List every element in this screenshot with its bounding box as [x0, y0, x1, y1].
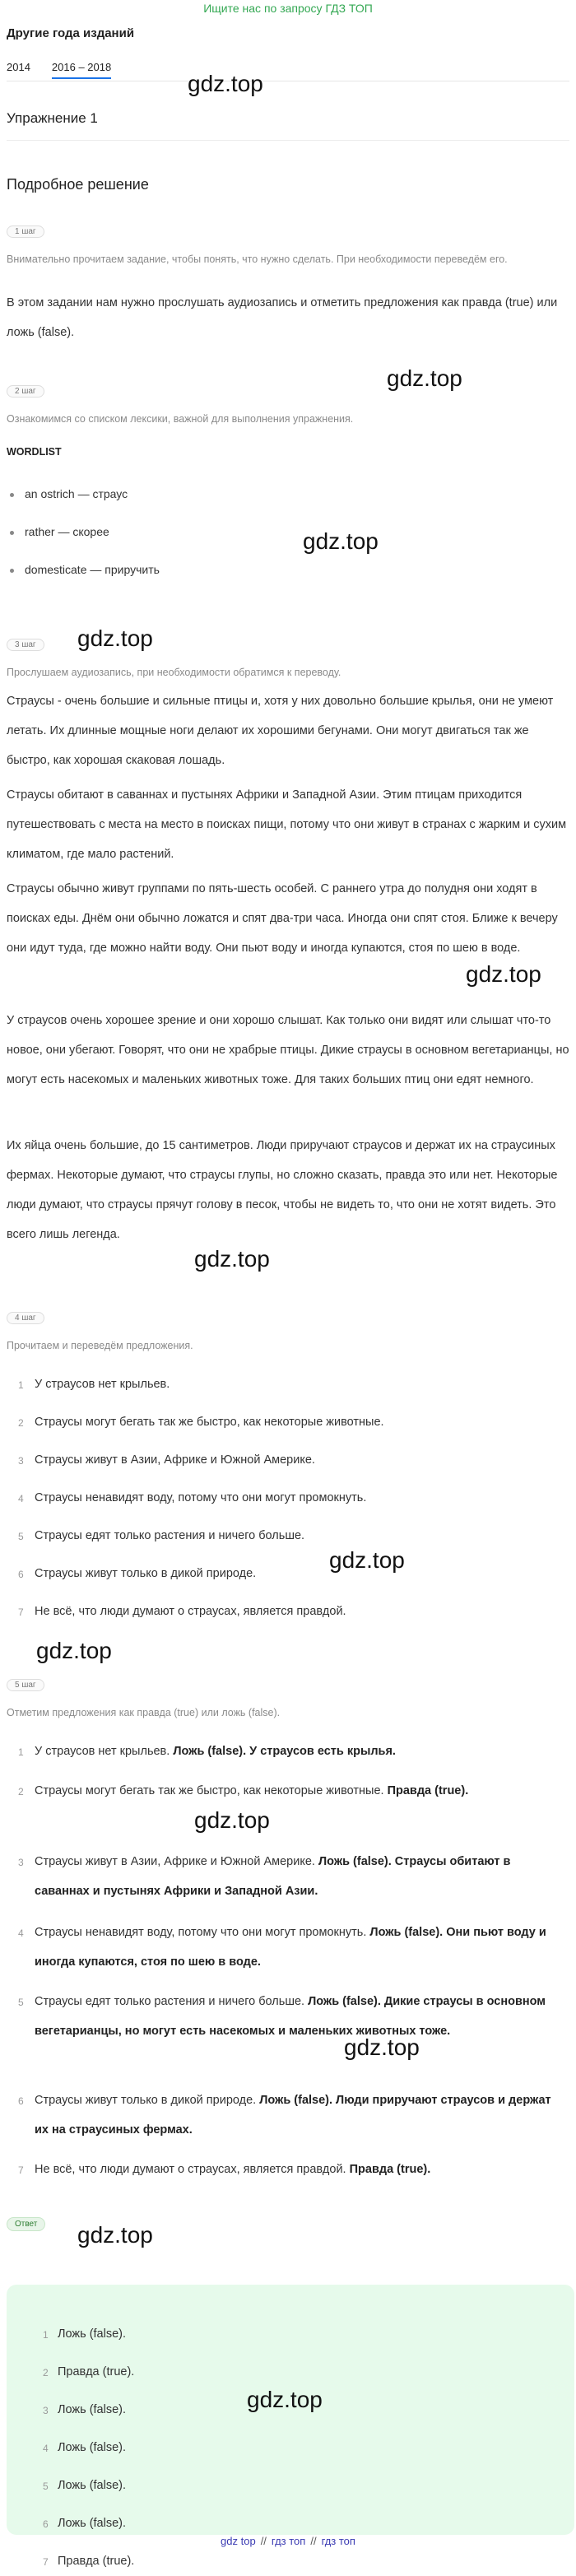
watermark: gdz.top [247, 2387, 323, 2412]
step-note: Прослушаем аудиозапись, при необходимости обратимся к переводу. [7, 667, 341, 678]
statement-text: Не всё, что люди думают о страусах, является правдой. [35, 2163, 350, 2176]
watermark: gdz.top [194, 1807, 270, 1833]
answer-item: Правда (true). [58, 2365, 135, 2378]
verdict-text: Правда (true). [387, 1784, 469, 1797]
list-item [35, 1737, 561, 1766]
step-badge: 3 шаг [7, 639, 44, 651]
watermark: gdz.top [36, 1638, 112, 1663]
verdict-text: Ложь (false). Страусы обитают в саваннах и пустынях Африки и Западной Азии. [35, 1855, 511, 1898]
watermark: gdz.top [466, 961, 541, 987]
step-note: Ознакомимся со списком лексики, важной для выполнения упражнения. [7, 413, 354, 425]
list-item [35, 1987, 561, 2046]
watermark: gdz.top [77, 2222, 153, 2248]
list-number: 1 [18, 1746, 24, 1758]
footer-link[interactable]: gdz top [221, 2535, 256, 2547]
watermark: gdz.top [77, 625, 153, 651]
footer-separator: // [310, 2535, 317, 2547]
step-note: Прочитаем и переведём предложения. [7, 1340, 193, 1351]
verdict-text: Ложь (false). Дикие страусы в основном вегетарианцы, но могут есть насекомых и маленьких животных тоже. [35, 1995, 546, 2038]
list-number: 6 [18, 1569, 24, 1580]
step-badge: 4 шаг [7, 1312, 44, 1324]
list-number: 3 [18, 1857, 24, 1868]
watermark: gdz.top [329, 1547, 405, 1573]
footer-link[interactable]: гдз топ [321, 2535, 355, 2547]
answer-item: Правда (true). [58, 2555, 135, 2568]
watermark: gdz.top [344, 2034, 420, 2060]
verdict-text: Ложь (false). У страусов есть крылья. [173, 1745, 396, 1758]
step-note: Отметим предложения как правда (true) или ложь (false). [7, 1707, 281, 1718]
statement-text: Страусы ненавидят воду, потому что они могут промокнуть. [35, 1926, 370, 1939]
watermark: gdz.top [387, 365, 462, 391]
list-number: 6 [43, 2518, 49, 2530]
transcript-paragraph: Их яйца очень большие, до 15 сантиметров. Люди приручают страусов и держат их на страусиных фермах. Некоторые думают, что страусы глупы, но сложно сказать, правда это или нет. Некоторые люди думают, что страусы прячут голову в песок, чтобы не видеть то, что они не хотят видеть. Это всего лишь легенда. [7, 1139, 558, 1241]
list-number: 3 [43, 2405, 49, 2416]
list-number: 6 [18, 2095, 24, 2107]
answer-item: Ложь (false). [58, 2327, 127, 2341]
wordlist-item: domesticate — приручить [25, 563, 160, 576]
list-number: 7 [43, 2556, 49, 2568]
list-item [35, 2085, 561, 2145]
statement-text: У страусов нет крыльев. [35, 1745, 174, 1758]
list-item: Страусы ненавидят воду, потому что они могут промокнуть. [35, 1491, 367, 1504]
search-banner-link[interactable]: Ищите нас по запросу ГДЗ ТОП [203, 2, 373, 15]
list-number: 4 [43, 2443, 49, 2454]
answer-item: Ложь (false). [58, 2479, 127, 2492]
editions-title: Другие года изданий [7, 26, 135, 40]
step-text: В этом задании нам нужно прослушать аудиозапись и отметить предложения как правда (true) или ложь (false). [7, 296, 558, 339]
footer-link[interactable]: гдз топ [271, 2535, 306, 2547]
list-number: 5 [43, 2481, 49, 2492]
transcript-paragraph: Страусы - очень большие и сильные птицы и, хотя у них довольно большие крылья, они не умеют летать. Их длинные мощные ноги делают их хорошими бегунами. Они могут двигаться так же быстро, как хорошая скаковая лошадь. [7, 695, 554, 767]
list-item [35, 1847, 561, 1906]
list-item: Страусы живут только в дикой природе. [35, 1567, 257, 1580]
solution-title: Подробное решение [7, 176, 149, 193]
list-item: Страусы живут в Азии, Африке и Южной Америке. [35, 1453, 315, 1467]
divider [7, 140, 569, 141]
list-item [35, 1918, 561, 1977]
answer-item: Ложь (false). [58, 2403, 127, 2416]
step-badge: 2 шаг [7, 385, 44, 398]
statement-text: Страусы могут бегать так же быстро, как некоторые животные. [35, 1784, 388, 1797]
statement-text: Страусы живут в Азии, Африке и Южной Америке. [35, 1855, 318, 1868]
transcript-paragraph: У страусов очень хорошее зрение и они хорошо слышат. Как только они видят или слышат что-то новое, они убегают. Говорят, что они не храбрые птицы. Дикие страусы в основном вегетарианцы, но могут есть насекомых и маленьких животных тоже. Для таких больших птиц они едят немного. [7, 1014, 569, 1086]
wordlist-item: an ostrich — страус [25, 487, 128, 500]
list-number: 3 [18, 1455, 24, 1467]
list-item: Страусы могут бегать так же быстро, как некоторые животные. [35, 1416, 384, 1429]
footer-separator: // [260, 2535, 267, 2547]
verdict-text: Ложь (false). Они пьют воду и иногда купаются, стоя по шею в воде. [35, 1926, 546, 1969]
statement-text: Страусы живут только в дикой природе. [35, 2094, 260, 2107]
list-number: 1 [18, 1379, 24, 1391]
answer-badge: Ответ [7, 2217, 45, 2231]
answer-item: Ложь (false). [58, 2441, 127, 2454]
year-tab-2016-2018[interactable]: 2016 – 2018 [52, 61, 111, 79]
list-number: 5 [18, 1997, 24, 2008]
list-number: 2 [43, 2367, 49, 2378]
list-number: 5 [18, 1531, 24, 1542]
list-number: 7 [18, 2164, 24, 2176]
statement-text: Страусы едят только растения и ничего больше. [35, 1995, 309, 2008]
footer-links [0, 2535, 576, 2547]
list-number: 2 [18, 1417, 24, 1429]
verdict-text: Правда (true). [349, 2163, 431, 2176]
year-tab-2014[interactable]: 2014 [7, 61, 30, 73]
wordlist-title: WORDLIST [7, 446, 62, 458]
list-number: 1 [43, 2329, 49, 2341]
exercise-title: Упражнение 1 [7, 110, 98, 126]
list-number: 4 [18, 1927, 24, 1939]
step-note: Внимательно прочитаем задание, чтобы понять, что нужно сделать. При необходимости переведём его. [7, 253, 508, 265]
transcript-paragraph: Страусы обитают в саваннах и пустынях Африки и Западной Азии. Этим птицам приходится путешествовать с места на место в поисках пищи, потому что они живут в странах с жарким и сухим климатом, где мало растений. [7, 788, 567, 861]
list-number: 4 [18, 1493, 24, 1504]
watermark: gdz.top [303, 528, 379, 554]
transcript-paragraph: Страусы обычно живут группами по пять-шесть особей. С раннего утра до полудня они ходят в поисках еды. Днём они обычно ложатся и спят два-три часа. Иногда они спят стоя. Ближе к вечеру они идут туда, где можно найти воду. Они пьют воду и иногда купаются, стоя по шею в воде. [7, 882, 558, 955]
wordlist-item: rather — скорее [25, 525, 109, 538]
step-badge: 5 шаг [7, 1679, 44, 1691]
list-item: У страусов нет крыльев. [35, 1378, 170, 1391]
list-item: Страусы едят только растения и ничего больше. [35, 1529, 305, 1542]
list-item [35, 2155, 561, 2184]
watermark: gdz.top [188, 71, 263, 96]
answer-item: Ложь (false). [58, 2517, 127, 2530]
editions-year-tabs [7, 61, 132, 79]
list-item [35, 1776, 561, 1806]
list-number: 7 [18, 1607, 24, 1618]
list-item: Не всё, что люди думают о страусах, является правдой. [35, 1605, 346, 1618]
step-badge: 1 шаг [7, 226, 44, 238]
watermark: gdz.top [194, 1246, 270, 1272]
list-number: 2 [18, 1786, 24, 1797]
verdict-text: Ложь (false). Люди приручают страусов и держат их на страусиных фермах. [35, 2094, 551, 2137]
